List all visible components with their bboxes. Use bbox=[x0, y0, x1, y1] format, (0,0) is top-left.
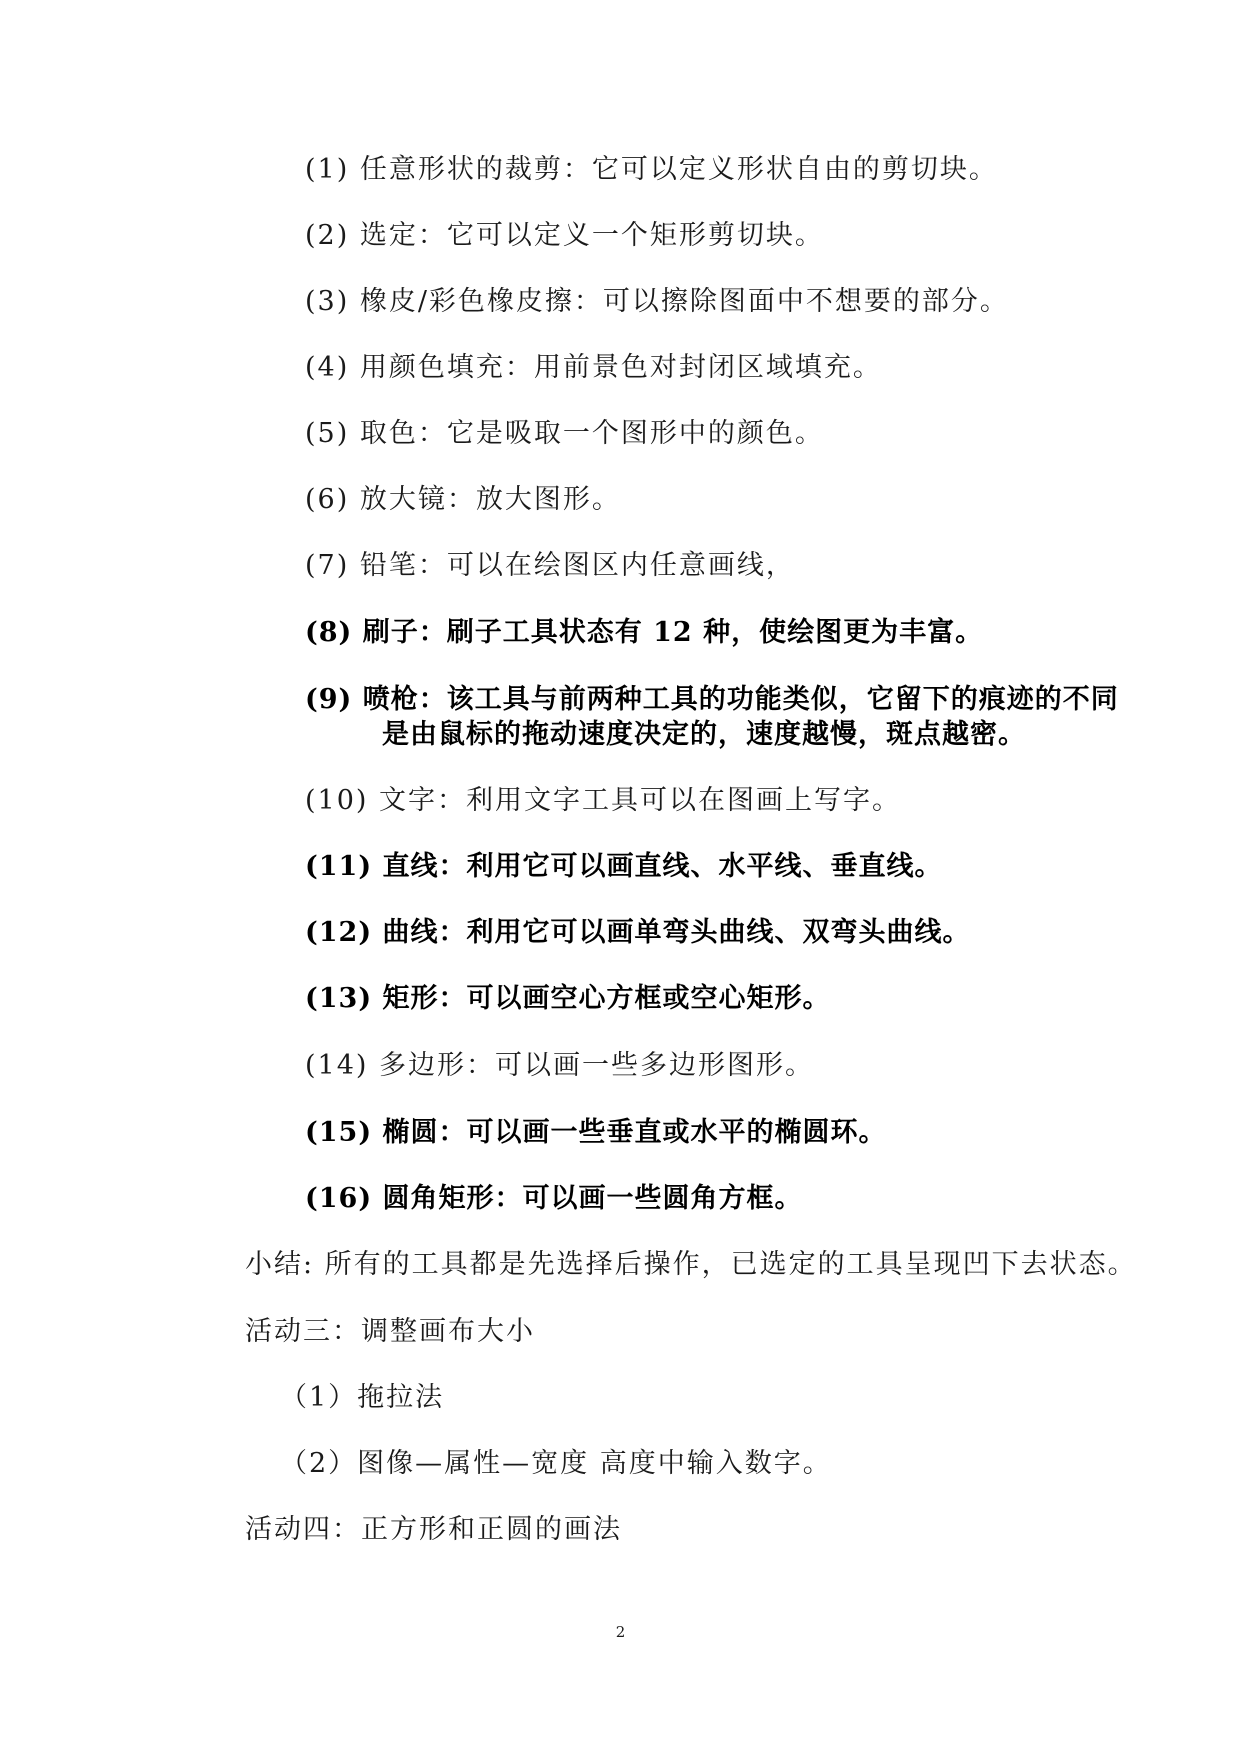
tool-item-1: (1) 任意形状的裁剪：它可以定义形状自由的剪切块。 bbox=[305, 154, 998, 185]
tool-item-6: (6) 放大镜：放大图形。 bbox=[305, 484, 621, 515]
tool-item-11: (11) 直线：利用它可以画直线、水平线、垂直线。 bbox=[305, 851, 943, 882]
page-number: 2 bbox=[615, 1623, 626, 1641]
activity3-step-1: （1）拖拉法 bbox=[280, 1382, 445, 1413]
tool-item-9: (9) 喷枪：该工具与前两种工具的功能类似，它留下的痕迹的不同 bbox=[305, 684, 1119, 715]
tool-item-2: (2) 选定：它可以定义一个矩形剪切块。 bbox=[305, 220, 824, 251]
activity3-step-2: （2）图像—属性—宽度 高度中输入数字。 bbox=[280, 1448, 832, 1479]
tool-item-5: (5) 取色：它是吸取一个图形中的颜色。 bbox=[305, 418, 824, 449]
tool-item-10: (10) 文字：利用文字工具可以在图画上写字。 bbox=[305, 785, 902, 816]
tool-item-7: (7) 铅笔：可以在绘图区内任意画线， bbox=[305, 550, 795, 581]
activity4-title: 活动四：正方形和正圆的画法 bbox=[245, 1514, 622, 1545]
activity3-title: 活动三：调整画布大小 bbox=[245, 1316, 535, 1347]
tool-item-15: (15) 椭圆：可以画一些垂直或水平的椭圆环。 bbox=[305, 1117, 887, 1148]
summary-text: 小结: 所有的工具都是先选择后操作，已选定的工具呈现凹下去状态。 bbox=[245, 1249, 1137, 1280]
tool-item-4: (4) 用颜色填充：用前景色对封闭区域填充。 bbox=[305, 352, 882, 383]
tool-item-14: (14) 多边形：可以画一些多边形图形。 bbox=[305, 1050, 815, 1081]
tool-item-16: (16) 圆角矩形：可以画一些圆角方框。 bbox=[305, 1183, 803, 1214]
tool-item-9-continuation: 是由鼠标的拖动速度决定的，速度越慢，斑点越密。 bbox=[382, 719, 1026, 750]
tool-item-12: (12) 曲线：利用它可以画单弯头曲线、双弯头曲线。 bbox=[305, 917, 971, 948]
tool-item-8: (8) 刷子：刷子工具状态有 12 种，使绘图更为丰富。 bbox=[305, 617, 984, 648]
tool-item-3: (3) 橡皮/彩色橡皮擦：可以擦除图面中不想要的部分。 bbox=[305, 286, 1009, 317]
tool-item-13: (13) 矩形：可以画空心方框或空心矩形。 bbox=[305, 983, 831, 1014]
